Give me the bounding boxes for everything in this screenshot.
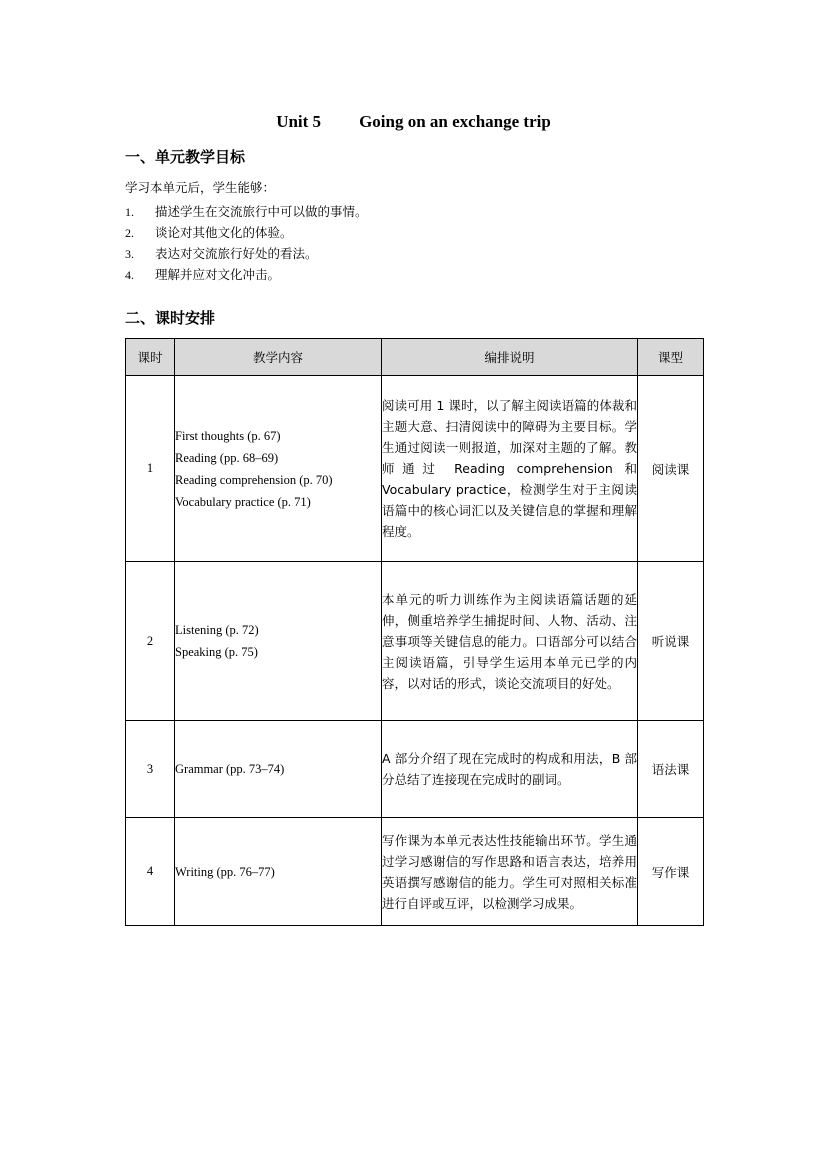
content-item: Writing (pp. 76–77) [175, 864, 275, 879]
list-text: 表达对交流旅行好处的看法。 [155, 246, 318, 261]
content-item: Reading comprehension (p. 70) [175, 472, 333, 487]
table-row [126, 562, 704, 721]
list-number: 1. [125, 205, 134, 219]
lesson-number: 3 [126, 721, 175, 818]
list-text: 谈论对其他文化的体验。 [155, 225, 293, 240]
section-heading-schedule: 二、课时安排 [125, 309, 216, 327]
header-type: 课型 [638, 339, 704, 376]
list-item [125, 222, 368, 243]
lesson-content [175, 721, 382, 818]
lesson-type: 语法课 [638, 721, 704, 818]
list-number: 4. [125, 268, 134, 282]
table-row [126, 376, 704, 562]
content-item: Reading (pp. 68–69) [175, 450, 279, 465]
list-number: 2. [125, 226, 134, 240]
lesson-content [175, 818, 382, 926]
content-item: Listening (p. 72) [175, 623, 259, 637]
content-item: Speaking (p. 75) [175, 645, 258, 659]
objectives-list [125, 201, 368, 285]
lesson-number: 1 [126, 376, 175, 562]
table-row [126, 818, 704, 926]
content-item: First thoughts (p. 67) [175, 428, 281, 443]
section-heading-objectives: 一、单元教学目标 [125, 148, 246, 166]
lesson-type: 写作课 [638, 818, 704, 926]
header-notes: 编排说明 [382, 339, 638, 376]
lesson-notes: A 部分介绍了现在完成时的构成和用法，B 部分总结了连接现在完成时的副词。 [382, 721, 638, 818]
list-item [125, 243, 368, 264]
list-text: 描述学生在交流旅行中可以做的事情。 [155, 204, 368, 219]
objectives-intro: 学习本单元后，学生能够： [125, 180, 276, 195]
unit-name: Going on an exchange trip [359, 112, 551, 131]
unit-number: Unit 5 [276, 112, 322, 131]
lesson-type: 阅读课 [638, 376, 704, 562]
lesson-number: 4 [126, 818, 175, 926]
lesson-notes: 阅读可用 1 课时，以了解主阅读语篇的体裁和主题大意、扫清阅读中的障碍为主要目标。学生通过阅读一则报道，加深对主题的了解。教师通过 Reading comprehension 和 Vocabulary practice，检测学生对于主阅读语篇中的核心词汇以及关键信息的掌握和理解程度。 [382, 376, 638, 562]
list-text: 理解并应对文化冲击。 [155, 267, 281, 282]
content-item: Grammar (pp. 73–74) [175, 762, 285, 776]
lesson-notes: 写作课为本单元表达性技能输出环节。学生通过学习感谢信的写作思路和语言表达，培养用英语撰写感谢信的能力。学生可对照相关标准进行自评或互评，以检测学习成果。 [382, 818, 638, 926]
lesson-content [175, 376, 382, 562]
list-number: 3. [125, 247, 134, 261]
content-item: Vocabulary practice (p. 71) [175, 494, 311, 509]
lesson-notes: 本单元的听力训练作为主阅读语篇话题的延伸，侧重培养学生捕捉时间、人物、活动、注意事项等关键信息的能力。口语部分可以结合主阅读语篇，引导学生运用本单元已学的内容，以对话的形式，谈论交流项目的好处。 [382, 562, 638, 721]
table-header-row [126, 339, 704, 376]
lesson-content [175, 562, 382, 721]
list-item [125, 264, 368, 285]
schedule-table [125, 338, 704, 926]
header-content: 教学内容 [175, 339, 382, 376]
unit-title [0, 112, 827, 132]
header-lesson: 课时 [126, 339, 175, 376]
list-item [125, 201, 368, 222]
lesson-number: 2 [126, 562, 175, 721]
table-row [126, 721, 704, 818]
lesson-type: 听说课 [638, 562, 704, 721]
